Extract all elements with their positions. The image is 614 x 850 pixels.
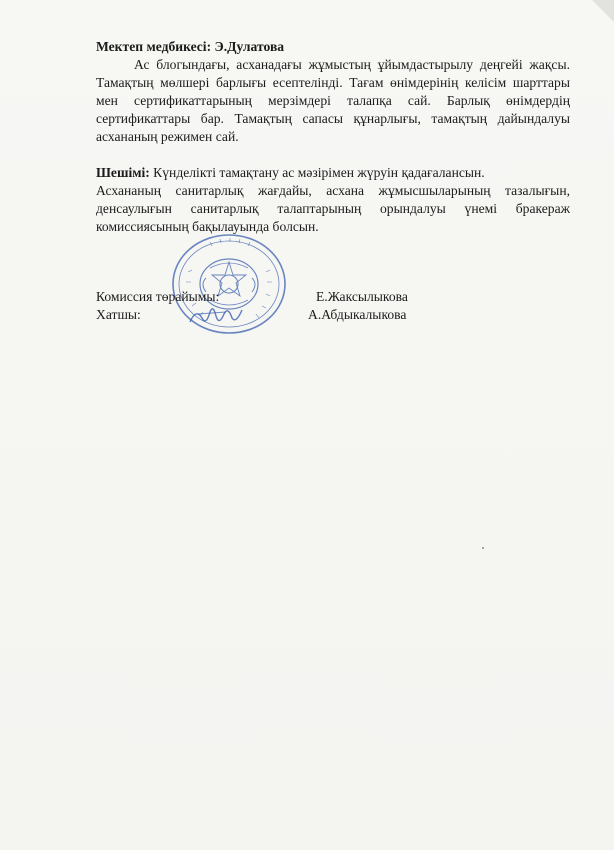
decision-text: Күнделікті тамақтану ас мәзірімен жүруін қадағалансын. <box>149 165 485 180</box>
document-body <box>96 38 570 236</box>
name-secretary: А.Абдыкалыкова <box>308 307 407 322</box>
spacer <box>96 146 570 164</box>
paragraph-canteen: Ас блогындағы, асханадағы жұмыстың ұйымдастырылу деңгейі жақсы. Тамақтың мөлшері барлығы есептелінді. Тағам өнімдерінің келісім шарттары мен сертификаттарының мерзімдері талапқа сай. Барлық өнімдердің сертификаттары бар. Тамақтың сапасы құнарлығы, тамақтың дайындалуы асхананың режимен сай. <box>96 57 570 144</box>
paragraph-sanitary: Асхананың санитарлық жағдайы, асхана жұмысшыларының тазалығын, денсаулығын санитарлық талаптарының орындалуы үнемі бракераж комиссиясының бақылауында болсын. <box>96 183 570 234</box>
paper-speck <box>482 547 484 549</box>
name-chair: Е.Жаксылыкова <box>316 289 408 304</box>
signature-block <box>96 288 436 324</box>
decision-label: Шешімі: <box>96 165 150 180</box>
nurse-heading: Мектеп медбикесі: Э.Дулатова <box>96 39 285 54</box>
folded-corner <box>592 0 614 22</box>
decision-line <box>96 164 570 182</box>
signature-row-chair <box>96 288 436 306</box>
role-chair: Комиссия төрайымы: <box>96 289 220 304</box>
signature-row-secretary <box>96 306 436 324</box>
role-secretary: Хатшы: <box>96 307 141 322</box>
